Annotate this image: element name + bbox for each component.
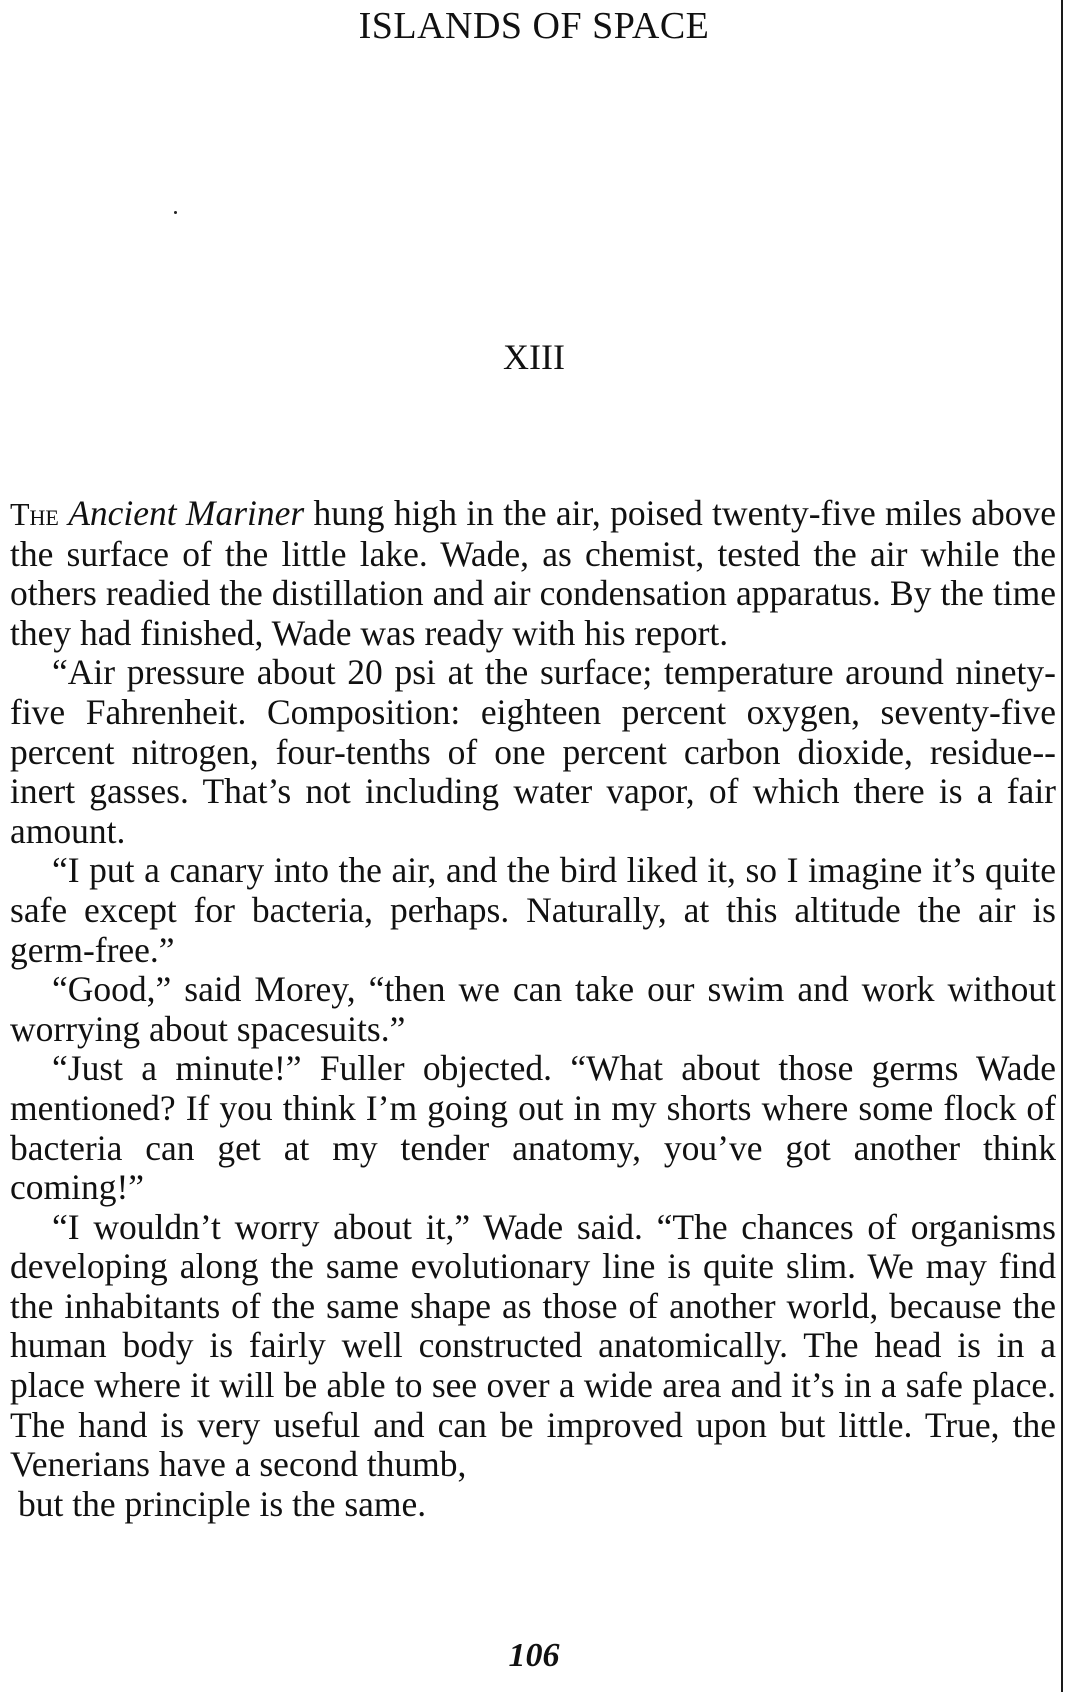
paragraph-fuller: “Just a minute!” Fuller objected. “What about those germs Wade mentioned? If you think I’m going out in my shorts where some flock of bacteria can get at my tender anatomy, you’ve got another think coming!” bbox=[10, 1048, 1056, 1208]
opening-paragraph bbox=[10, 494, 1056, 653]
paragraph-air-report: “Air pressure about 20 psi at the surface; temperature around ninety-five Fahrenheit. Composition: eighteen percent oxygen, seventy-five percent nitrogen, four-tenths of one percent carbon dioxide, residue--inert gasses. That’s not including water vapor, of which there is a fair amount. bbox=[10, 652, 1056, 851]
page-edge-rule bbox=[1061, 0, 1063, 1692]
opening-paragraph-text: hung high in the air, poised twenty-five miles above the surface of the little lake. Wade, as chemist, tested the air while the others readied the distillation and air condensation apparatus. By the time they had finished, Wade was ready with his report. bbox=[10, 493, 1057, 653]
running-head: ISLANDS OF SPACE bbox=[358, 5, 710, 47]
paragraph-morey: “Good,” said Morey, “then we can take our swim and work without worrying about spacesuits.” bbox=[10, 969, 1056, 1049]
paragraph-canary: “I put a canary into the air, and the bird liked it, so I imagine it’s quite safe except for bacteria, perhaps. Naturally, at this altitude the air is germ-free.” bbox=[10, 850, 1056, 970]
chapter-body bbox=[10, 494, 1056, 1524]
ship-name: Ancient Mariner bbox=[68, 493, 305, 533]
scan-speck bbox=[174, 211, 177, 214]
paragraph-closing-line: but the principle is the same. bbox=[18, 1483, 427, 1524]
page-number: 106 bbox=[508, 1637, 560, 1674]
lead-in-small-caps: The bbox=[10, 496, 59, 532]
paragraph-wade-organisms: “I wouldn’t worry about it,” Wade said. “The chances of organisms developing along the same evolutionary line is quite slim. We may find the inhabitants of the same shape as those of another world, because the human body is fairly well constructed anatomically. The head is in a place where it will be able to see over a wide area and it’s in a safe place. The hand is very useful and can be improved upon but little. True, the Venerians have a second thumb, bbox=[10, 1206, 1056, 1485]
chapter-number: XIII bbox=[503, 337, 565, 377]
